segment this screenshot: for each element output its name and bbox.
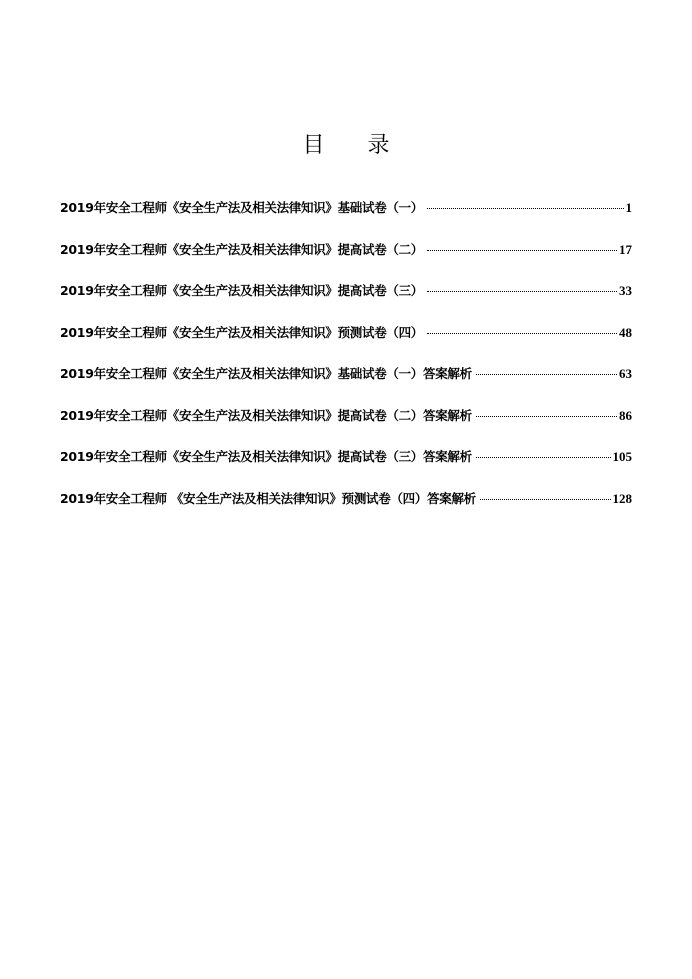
toc-dot-leader [476,416,617,417]
toc-entry[interactable] [60,240,632,282]
toc-dot-leader [476,457,611,458]
toc-entry-label: 2019年安全工程师《安全生产法及相关法律知识》提高试卷（二）答案解析 [60,407,472,423]
toc-entry-label: 2019年安全工程师《安全生产法及相关法律知识》基础试卷（一）答案解析 [60,366,472,381]
toc-dot-leader [427,291,617,292]
toc-entry-page: 33 [619,283,632,298]
toc-entry-page: 105 [612,449,632,464]
toc-entry[interactable] [60,323,632,365]
toc-dot-leader [480,499,611,500]
toc-entry[interactable] [60,406,632,448]
toc-entry-label: 2019年安全工程师《安全生产法及相关法律知识》预测试卷（四） [60,324,423,340]
toc-entry-label: 2019年安全工程师《安全生产法及相关法律知识》提高试卷（三）答案解析 [60,449,472,464]
toc-entry-label: 2019年安全工程师《安全生产法及相关法律知识》提高试卷（二） [60,241,423,257]
page-title: 目 录 [302,133,408,158]
toc-dot-leader [427,250,617,251]
toc-entry-page: 63 [619,366,632,381]
table-of-contents [60,198,632,530]
toc-dot-leader [427,208,624,209]
toc-entry-label: 2019年安全工程师《安全生产法及相关法律知识》提高试卷（三） [60,283,423,298]
toc-entry-page: 86 [619,407,632,423]
toc-entry[interactable] [60,281,632,323]
toc-entry-label: 2019年安全工程师 《安全生产法及相关法律知识》预测试卷（四）答案解析 [60,490,476,506]
toc-entry-page: 1 [625,200,632,215]
toc-entry-page: 128 [612,490,632,506]
toc-entry[interactable] [60,364,632,406]
toc-entry[interactable] [60,489,632,531]
toc-dot-leader [476,374,617,375]
toc-entry-page: 48 [619,324,632,340]
toc-entry-page: 17 [619,241,632,257]
toc-entry[interactable] [60,447,632,489]
toc-entry-label: 2019年安全工程师《安全生产法及相关法律知识》基础试卷（一） [60,200,423,215]
toc-entry[interactable] [60,198,632,240]
toc-dot-leader [427,333,617,334]
